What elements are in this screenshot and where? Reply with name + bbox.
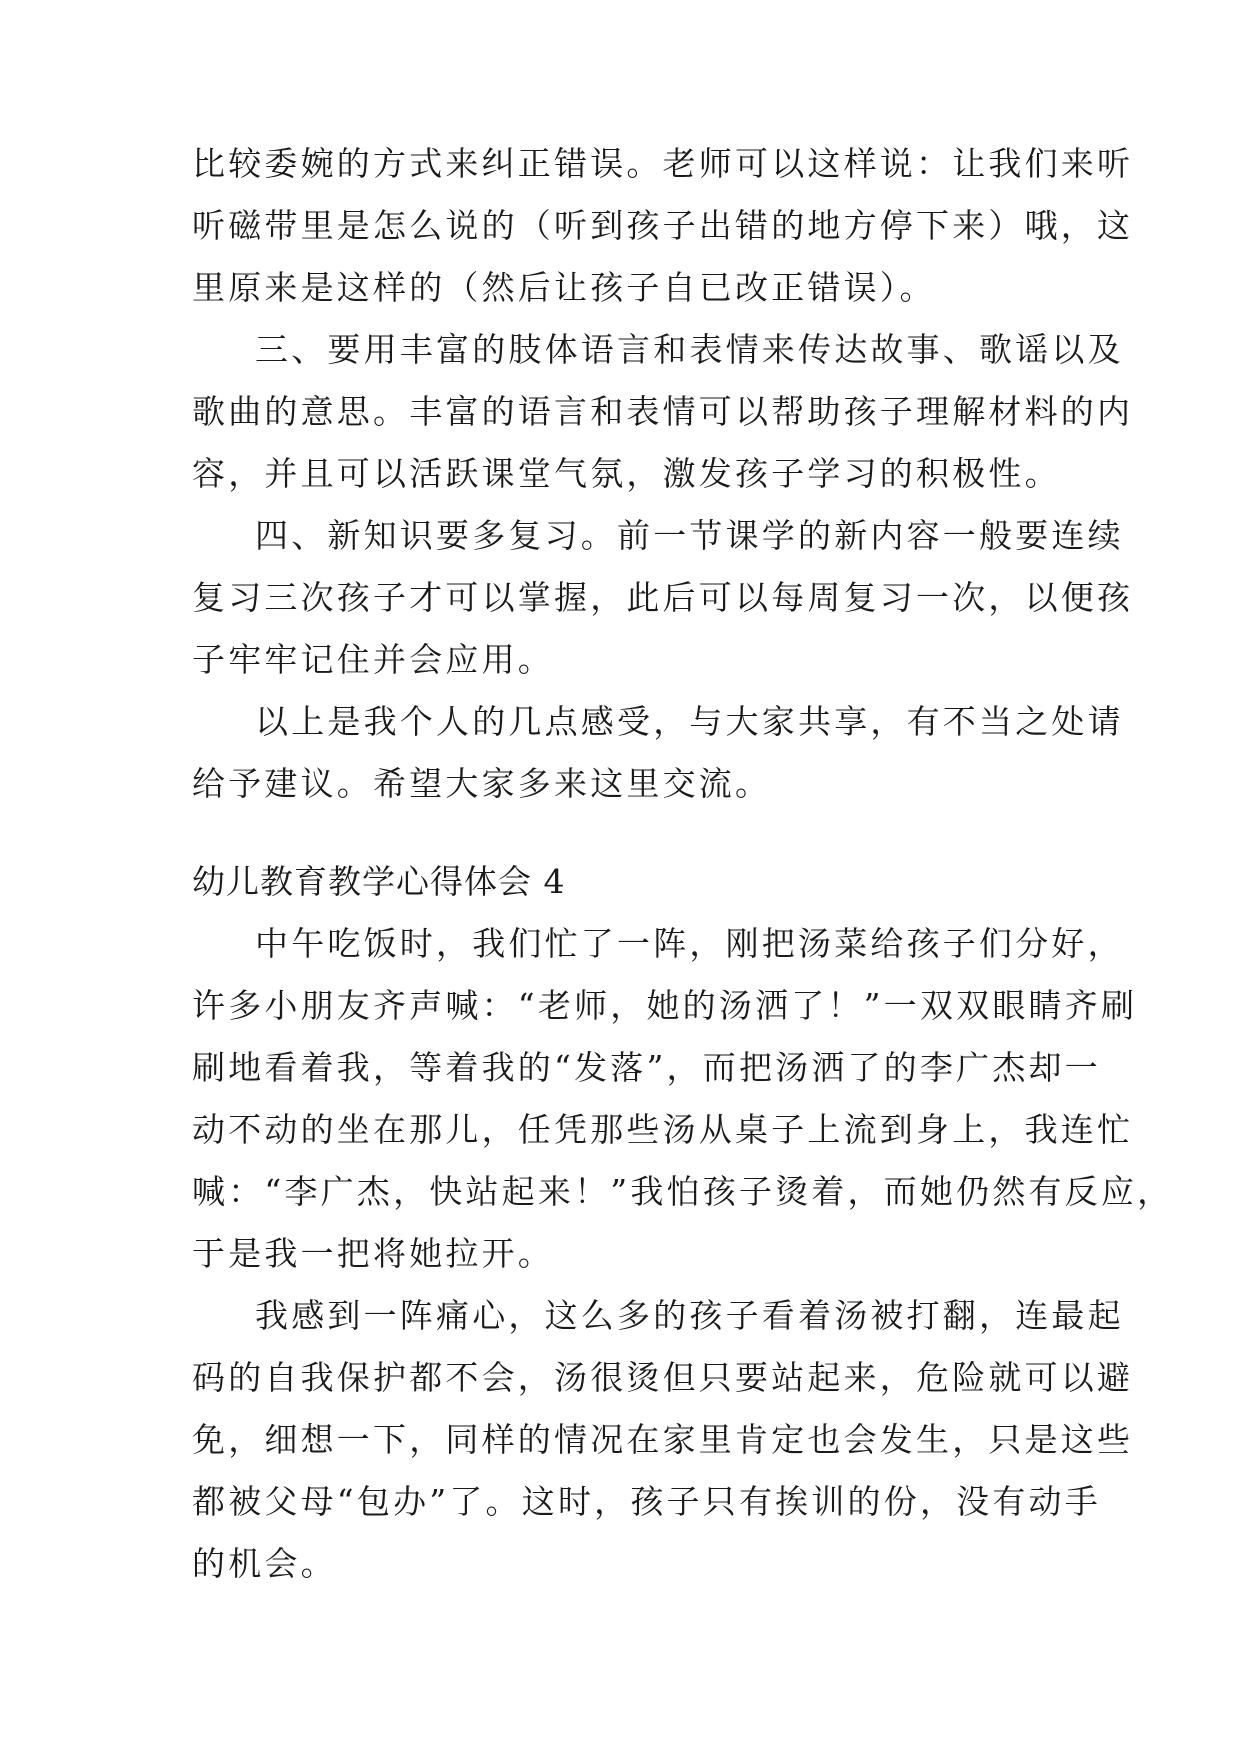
body-text-line: 动不动的坐在那儿，任凭那些汤从桌子上流到身上，我连忙: [192, 1110, 1134, 1149]
body-text-line: 许多小朋友齐声喊：“老师，她的汤洒了！”一双双眼睛齐刷: [192, 986, 1138, 1025]
body-text-line: 里原来是这样的（然后让孩子自已改正错误）。: [192, 268, 936, 307]
paragraph-first-line: 四、新知识要多复习。前一节课学的新内容一般要连续: [255, 516, 1124, 555]
body-text-line: 免，细想一下，同样的情况在家里肯定也会发生，只是这些: [192, 1420, 1134, 1459]
body-text-line: 比较委婉的方式来纠正错误。老师可以这样说：让我们来听: [192, 144, 1134, 183]
paragraph-first-line: 中午吃饭时，我们忙了一阵，刚把汤菜给孩子们分好，: [255, 924, 1124, 963]
body-text-line: 码的自我保护都不会，汤很烫但只要站起来，危险就可以避: [192, 1358, 1134, 1397]
section-title: 幼儿教育教学心得体会 4: [192, 862, 566, 901]
body-text-line: 歌曲的意思。丰富的语言和表情可以帮助孩子理解材料的内: [192, 392, 1134, 431]
body-text-line: 喊：“李广杰，快站起来！”我怕孩子烫着，而她仍然有反应，: [192, 1172, 1174, 1211]
paragraph-first-line: 三、要用丰富的肢体语言和表情来传达故事、歌谣以及: [255, 330, 1124, 369]
body-text-line: 于是我一把将她拉开。: [192, 1234, 554, 1273]
body-text-line: 的机会。: [192, 1544, 337, 1583]
body-text-line: 容，并且可以活跃课堂气氛，激发孩子学习的积极性。: [192, 454, 1061, 493]
paragraph-first-line: 以上是我个人的几点感受，与大家共享，有不当之处请: [255, 702, 1124, 741]
body-text-line: 都被父母“包办”了。这时，孩子只有挨训的份，没有动手: [192, 1482, 1101, 1521]
body-text-line: 刷地看着我，等着我的“发落”，而把汤洒了的李广杰却一: [192, 1048, 1101, 1087]
body-text-line: 听磁带里是怎么说的（听到孩子出错的地方停下来）哦，这: [192, 206, 1134, 245]
body-text-line: 复习三次孩子才可以掌握，此后可以每周复习一次，以便孩: [192, 578, 1134, 617]
paragraph-first-line: 我感到一阵痛心，这么多的孩子看着汤被打翻，连最起: [255, 1296, 1124, 1335]
body-text-line: 子牢牢记住并会应用。: [192, 640, 554, 679]
body-text-line: 给予建议。希望大家多来这里交流。: [192, 764, 772, 803]
